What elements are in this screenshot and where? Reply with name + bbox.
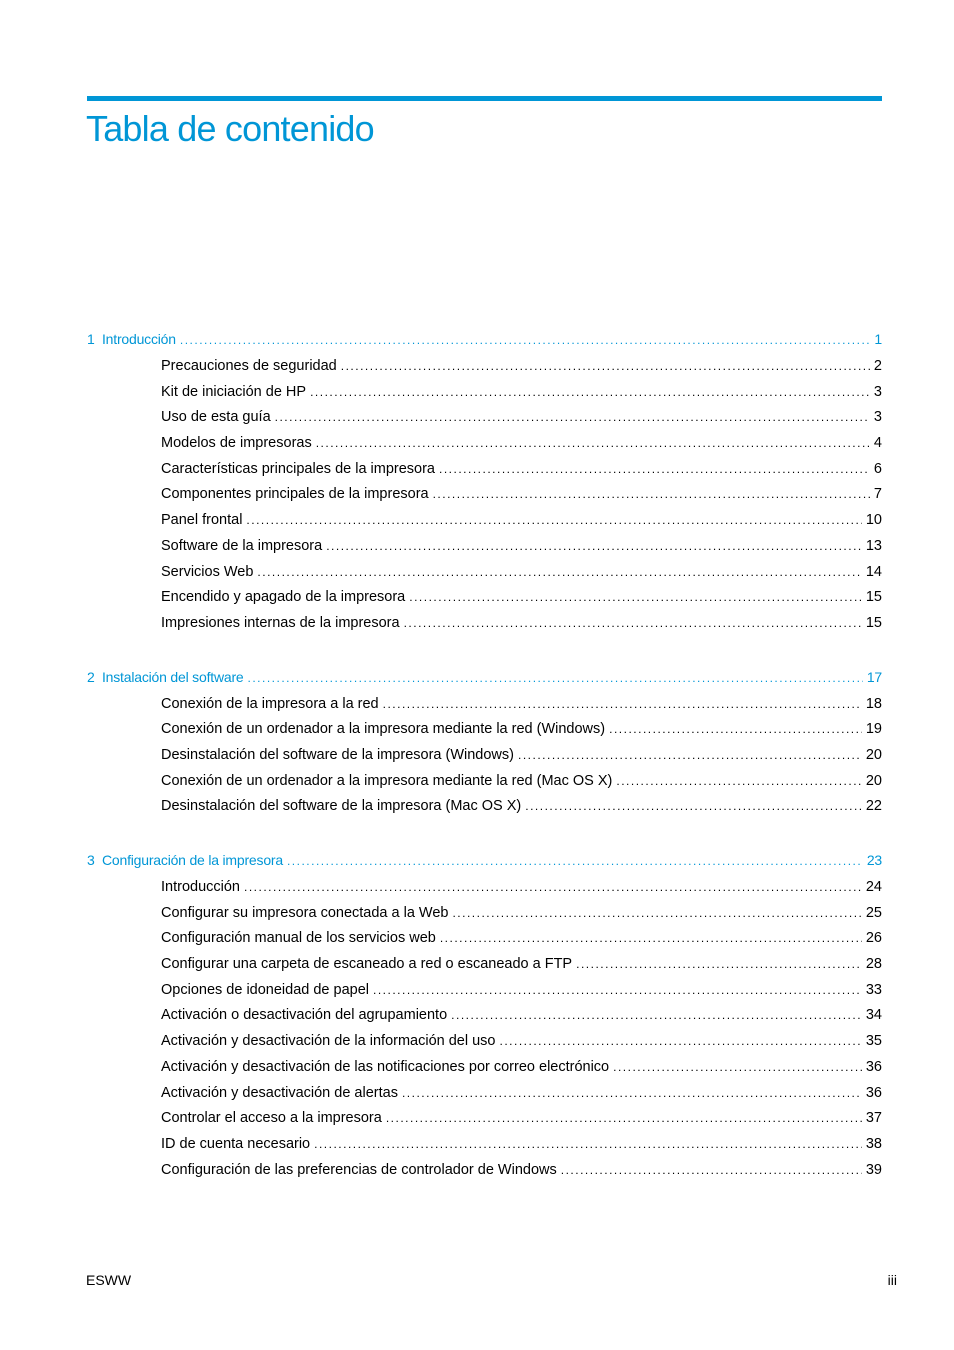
toc-page-number: 24 — [865, 879, 882, 895]
footer-page-number: iii — [887, 1272, 897, 1288]
title-rule — [87, 96, 882, 101]
toc-section-title: Activación y desactivación de la información del uso — [161, 1033, 496, 1050]
toc-section-title: Modelos de impresoras — [161, 435, 312, 452]
toc-section-link[interactable] — [87, 952, 882, 978]
table-of-contents — [87, 328, 882, 1183]
dot-leader — [409, 585, 862, 611]
toc-section-link[interactable] — [87, 611, 882, 637]
toc-section-link[interactable] — [87, 1055, 882, 1081]
toc-section-link[interactable] — [87, 1081, 882, 1107]
toc-page-number: 36 — [865, 1058, 882, 1075]
toc-section-title: Activación y desactivación de alertas — [161, 1084, 398, 1101]
dot-leader — [439, 457, 870, 483]
dot-leader — [561, 1158, 862, 1184]
toc-section-title: Precauciones de seguridad — [161, 358, 337, 374]
toc-section-link[interactable] — [87, 1106, 882, 1132]
dot-leader — [275, 405, 870, 431]
toc-section-link[interactable] — [87, 1158, 882, 1184]
dot-leader — [316, 431, 870, 457]
toc-page-number: 25 — [865, 904, 882, 921]
toc-chapter-link[interactable] — [87, 849, 882, 871]
toc-section-title: Conexión de la impresora a la red — [161, 695, 379, 712]
dot-leader — [613, 1055, 862, 1081]
toc-section-link[interactable] — [87, 405, 882, 431]
toc-page-number: 1 — [874, 331, 882, 347]
toc-page-number: 3 — [873, 409, 882, 426]
toc-chapter-number: 3 — [87, 852, 95, 868]
dot-leader — [341, 354, 870, 380]
toc-section-title: Características principales de la impresora — [161, 460, 435, 477]
toc-page-number: 28 — [865, 956, 882, 973]
toc-page-number: 35 — [865, 1033, 882, 1050]
toc-page-number: 13 — [865, 537, 882, 554]
toc-page-number: 6 — [873, 460, 882, 477]
dot-leader — [257, 560, 861, 586]
toc-section-title: Conexión de un ordenador a la impresora mediante la red (Windows) — [161, 721, 606, 738]
toc-section-title: Activación y desactivación de las notificaciones por correo electrónico — [161, 1058, 610, 1075]
dot-leader — [518, 743, 862, 769]
toc-section-link[interactable] — [87, 1029, 882, 1055]
toc-section-link[interactable] — [87, 769, 882, 795]
toc-chapter-number: 1 — [87, 331, 95, 347]
toc-page-number: 10 — [865, 512, 882, 529]
toc-section-link[interactable] — [87, 692, 882, 718]
toc-chapter-title — [87, 328, 176, 350]
toc-section-title: Configuración manual de los servicios web — [161, 930, 436, 947]
toc-section-link[interactable] — [87, 457, 882, 483]
dot-leader — [386, 1106, 862, 1132]
toc-section-title: Impresiones internas de la impresora — [161, 614, 400, 631]
toc-page-number: 36 — [865, 1084, 882, 1101]
dot-leader — [248, 667, 863, 688]
dot-leader — [451, 1003, 862, 1029]
dot-leader — [404, 611, 862, 637]
toc-section-title: Uso de esta guía — [161, 409, 271, 426]
dot-leader — [440, 926, 862, 952]
footer-left: ESWW — [86, 1272, 132, 1288]
toc-section-link[interactable] — [87, 508, 882, 534]
toc-section-link[interactable] — [87, 1003, 882, 1029]
toc-page-number: 4 — [873, 435, 882, 452]
toc-page-number: 26 — [865, 930, 882, 947]
toc-section-link[interactable] — [87, 978, 882, 1004]
toc-page-number: 14 — [865, 563, 882, 580]
toc-section-link[interactable] — [87, 380, 882, 406]
toc-chapter-label: Configuración de la impresora — [101, 852, 283, 868]
toc-page-number: 2 — [873, 358, 882, 374]
toc-section-title: Configurar su impresora conectada a la Web — [161, 904, 449, 921]
dot-leader — [433, 482, 870, 508]
toc-page-number: 38 — [865, 1135, 882, 1152]
toc-section-title: Activación o desactivación del agrupamiento — [161, 1007, 448, 1024]
toc-chapter-number: 2 — [87, 668, 95, 685]
toc-section-link[interactable] — [87, 560, 882, 586]
toc-section-link[interactable] — [87, 875, 882, 901]
toc-chapter — [87, 666, 882, 820]
toc-section-link[interactable] — [87, 1132, 882, 1158]
toc-section-title: Controlar el acceso a la impresora — [161, 1110, 382, 1127]
dot-leader — [499, 1029, 861, 1055]
dot-leader — [383, 692, 862, 718]
toc-page-number: 18 — [865, 695, 882, 712]
toc-section-title: Opciones de idoneidad de papel — [161, 981, 369, 998]
toc-section-title: Software de la impresora — [161, 537, 323, 554]
dot-leader — [287, 850, 863, 871]
dot-leader — [452, 901, 861, 927]
page-title: Tabla de contenido — [86, 108, 374, 149]
toc-section-link[interactable] — [87, 534, 882, 560]
toc-page-number: 23 — [866, 852, 882, 868]
toc-page-number: 19 — [865, 721, 882, 738]
toc-section-link[interactable] — [87, 717, 882, 743]
toc-chapter-label: Introducción — [101, 331, 176, 347]
toc-section-title: Desinstalación del software de la impresora (Mac OS X) — [161, 798, 522, 815]
toc-section-link[interactable] — [87, 901, 882, 927]
toc-section-link[interactable] — [87, 743, 882, 769]
dot-leader — [180, 329, 871, 350]
toc-page-number: 17 — [866, 668, 882, 685]
toc-page-number: 15 — [865, 614, 882, 631]
toc-section-title: Kit de iniciación de HP — [161, 383, 307, 400]
dot-leader — [609, 717, 862, 743]
toc-page-number: 15 — [865, 589, 882, 606]
toc-chapter-title — [87, 849, 283, 871]
toc-section-title: Configuración de las preferencias de controlador de Windows — [161, 1161, 557, 1178]
dot-leader — [246, 508, 861, 534]
dot-leader — [373, 978, 862, 1004]
toc-section-link[interactable] — [87, 482, 882, 508]
toc-section-link[interactable] — [87, 926, 882, 952]
toc-section-title: Desinstalación del software de la impresora (Windows) — [161, 746, 514, 763]
toc-page-number: 37 — [865, 1110, 882, 1127]
toc-section-title: Conexión de un ordenador a la impresora mediante la red (Mac OS X) — [161, 772, 613, 789]
toc-page-number: 34 — [865, 1007, 882, 1024]
toc-page-number: 20 — [865, 772, 882, 789]
toc-section-link[interactable] — [87, 354, 882, 380]
toc-section-link[interactable] — [87, 585, 882, 611]
toc-chapter-title — [87, 666, 244, 688]
toc-chapter-label: Instalación del software — [101, 668, 244, 685]
toc-section-link[interactable] — [87, 794, 882, 820]
toc-section-title: Componentes principales de la impresora — [161, 486, 429, 503]
dot-leader — [402, 1081, 862, 1107]
toc-chapter — [87, 849, 882, 1183]
dot-leader — [314, 1132, 862, 1158]
toc-page-number: 33 — [865, 981, 882, 998]
dot-leader — [616, 769, 862, 795]
toc-section-title: Servicios Web — [161, 563, 254, 580]
toc-section-title: Encendido y apagado de la impresora — [161, 589, 406, 606]
toc-page-number: 7 — [873, 486, 882, 503]
toc-chapter-link[interactable] — [87, 666, 882, 688]
toc-section-title: Configurar una carpeta de escaneado a red o escaneado a FTP — [161, 956, 573, 973]
toc-section-title: Introducción — [161, 879, 240, 895]
toc-page-number: 3 — [873, 383, 882, 400]
toc-page-number: 39 — [865, 1161, 882, 1178]
dot-leader — [326, 534, 862, 560]
toc-page-number: 22 — [865, 798, 882, 815]
toc-section-link[interactable] — [87, 431, 882, 457]
dot-leader — [525, 794, 862, 820]
toc-chapter-link[interactable] — [87, 328, 882, 350]
toc-page-number: 20 — [865, 746, 882, 763]
toc-section-title: ID de cuenta necesario — [161, 1135, 311, 1152]
toc-section-title: Panel frontal — [161, 512, 243, 529]
dot-leader — [310, 380, 870, 406]
dot-leader — [244, 875, 862, 901]
toc-chapter — [87, 328, 882, 637]
dot-leader — [576, 952, 862, 978]
